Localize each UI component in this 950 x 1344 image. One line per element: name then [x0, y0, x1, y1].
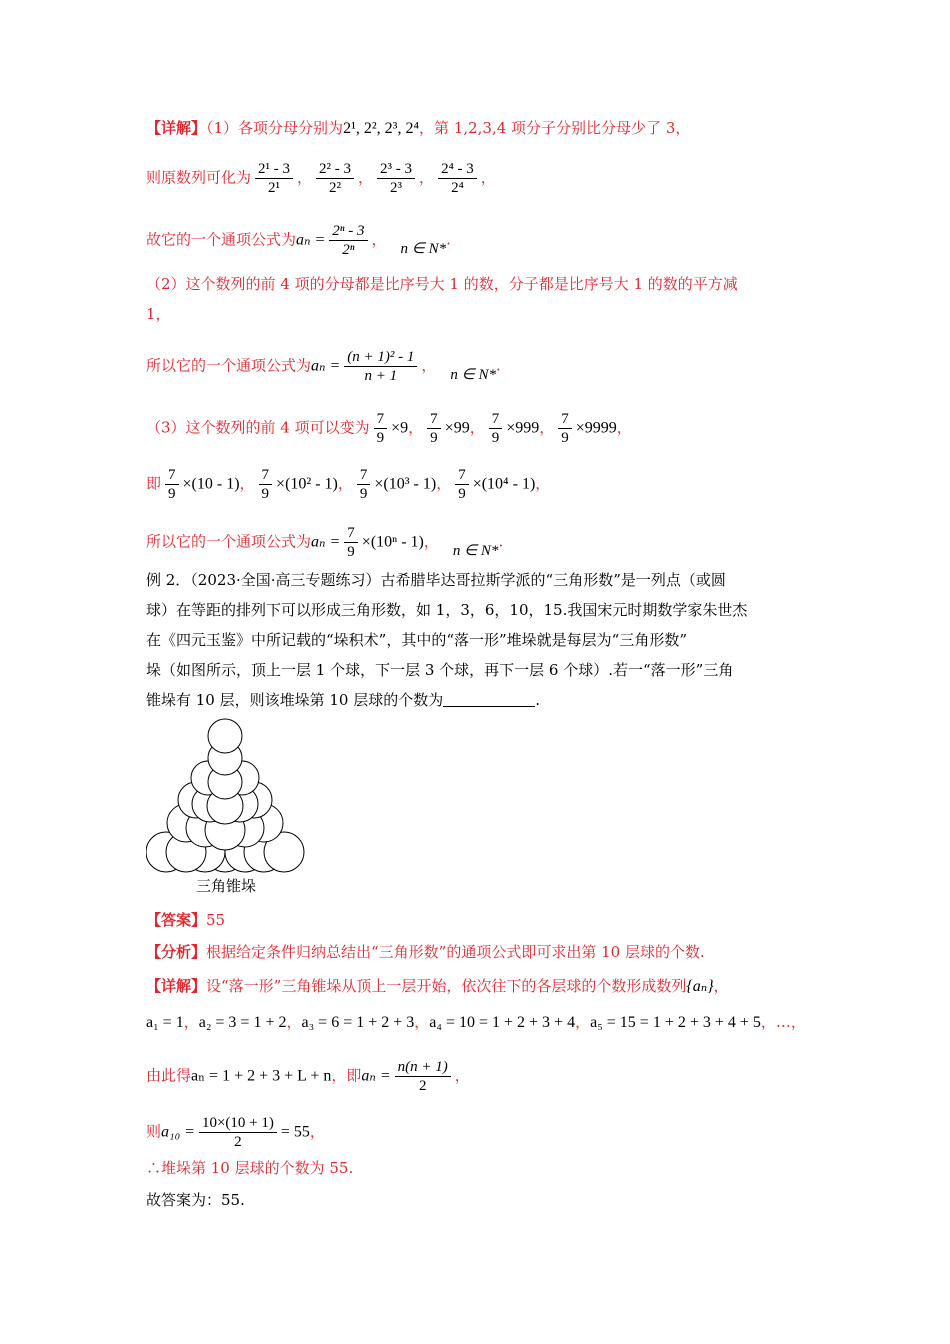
analysis-tag: 【分析】 [146, 943, 207, 961]
fraction-den: 2ⁿ [342, 242, 355, 258]
term-tail: ×9999 [575, 419, 617, 437]
term-tail: ×(10ⁿ - 1) [361, 533, 424, 551]
term-tail: ×(10⁴ - 1) [472, 475, 536, 493]
fraction [558, 410, 572, 447]
answer-value: 55 [206, 911, 226, 929]
separator: ， [337, 474, 353, 493]
answer-tag: 【答案】 [146, 911, 207, 929]
separator: ， [421, 356, 437, 375]
sol1-p1-a: （1）各项分母分别为 [206, 119, 344, 137]
sol1-p7-a: 即 [146, 474, 162, 493]
separator: ， [371, 230, 387, 249]
fraction-den: 9 [347, 544, 355, 560]
sol1-line5 [146, 304, 171, 324]
example2-line2: 球）在等距的排列下可以形成三角形数，如 1，3，6，10，15.我国宋元时期数学家朱世杰 [146, 601, 748, 619]
fraction [374, 410, 388, 447]
analysis-text: 根据给定条件归纳总结出“三角形数”的通项公式即可求出第 10 层球的个数. [206, 943, 705, 961]
sol2-p4-a: 则 [146, 1122, 162, 1141]
term-tail: ×999 [506, 419, 540, 437]
sol1-p5-a: 所以它的一个通项公式为 [146, 356, 312, 375]
analysis-line [146, 942, 705, 962]
fraction [259, 466, 273, 503]
answer-blank [443, 692, 535, 707]
separator: ， [469, 418, 485, 437]
ball-pyramid-figure [146, 718, 306, 873]
sequence-symbol: {aₙ} [686, 978, 714, 995]
separator: ， [539, 418, 555, 437]
separator: ， [297, 168, 313, 187]
sequence-term: a₂ = 3 = 1 + 2 [198, 1014, 287, 1031]
term-tail: ×(10² - 1) [276, 475, 338, 493]
figure-caption: 三角锥垛 [196, 877, 257, 895]
fraction-num: 7 [374, 410, 388, 429]
fraction-num: 7 [344, 524, 358, 543]
answer-line [146, 910, 225, 930]
sol1-line2 [146, 160, 496, 197]
example2-last-tail: . [535, 691, 541, 709]
formula-lhs: aₙ = [311, 357, 341, 375]
fraction [329, 222, 367, 259]
sol1-p4-b: 1， [146, 305, 171, 323]
separator: ， [436, 474, 452, 493]
separator: ，…， [760, 1013, 806, 1031]
domain-set: n ∈ N* [400, 240, 447, 257]
sol1-p1-math: 2¹, 2², 2³, 2⁴ [343, 120, 420, 137]
separator: ， [713, 977, 729, 995]
fraction [377, 160, 415, 197]
fraction-num: n(n + 1) [395, 1058, 451, 1077]
fraction-num: 7 [558, 410, 572, 429]
fraction-num: 7 [489, 410, 503, 429]
sol2-tag: 【详解】 [146, 977, 207, 995]
fraction-num: 10×(10 + 1) [199, 1114, 277, 1133]
term-tail: ×99 [444, 419, 470, 437]
fraction-num: 7 [259, 466, 273, 485]
separator: ， [419, 168, 435, 187]
fraction-den: 9 [491, 430, 500, 446]
fraction [357, 466, 371, 503]
fraction-den: 2 [234, 1134, 242, 1150]
fraction [438, 160, 477, 197]
fraction-num: 7 [455, 466, 469, 485]
sol1-line3: 故它的一个通项公式为aₙ = $\frac{\text{2ⁿ - 3}}{\text{2ⁿ}}$ ， n ∈ N*. [146, 223, 451, 258]
separator: ， [239, 474, 255, 493]
fraction-num: 2¹ - 3 [255, 160, 293, 179]
example2-line5 [146, 690, 540, 710]
separator: ， [408, 418, 424, 437]
sol1-p6-a: （3）这个数列的前 4 项可以变为 [146, 418, 370, 437]
sum-formula: aₙ = 1 + 2 + 3 + L + n [191, 1067, 332, 1085]
sol1-line9: 所以它的一个通项公式为aₙ = $\frac{7}{9}$ ×(10ⁿ - 1)， n ∈ N*. [146, 525, 504, 560]
formula-lhs: a₁₀ = [161, 1123, 195, 1141]
fraction-den: 9 [376, 430, 385, 446]
sol2-line5: ∴堆垛第 10 层球的个数为 55. [146, 1159, 354, 1177]
fraction-den: 9 [168, 486, 176, 502]
sequence-term: a₁ = 1 [146, 1014, 184, 1031]
separator: ， [423, 532, 439, 551]
fraction-num: 7 [165, 466, 179, 485]
sol2-p3-b: ，即 [331, 1066, 362, 1085]
fraction [344, 348, 417, 385]
term-tail: ×(10 - 1) [182, 475, 240, 493]
example2-last-text: 锥垛有 10 层，则该堆垛第 10 层球的个数为 [146, 691, 444, 709]
fraction [489, 410, 503, 447]
sol1-p3-a: 故它的一个通项公式为 [146, 230, 297, 249]
fraction [316, 160, 354, 197]
separator: ， [309, 1122, 325, 1141]
separator: ， [616, 418, 632, 437]
fraction-num: 7 [357, 466, 371, 485]
fraction-den: 9 [359, 486, 368, 502]
sol1-p1-b: ，第 1,2,3,4 项分子分别比分母少了 3， [419, 119, 691, 137]
fraction-den: 2³ [390, 180, 403, 196]
fraction-num: 7 [427, 410, 441, 429]
fraction-den: 9 [458, 486, 466, 502]
sol2-line4 [146, 1114, 325, 1151]
formula-lhs: aₙ = [296, 231, 326, 249]
fraction-num: (n + 1)² - 1 [344, 348, 417, 367]
fraction-num: 2ⁿ - 3 [329, 222, 367, 241]
sol2-p3-a: 由此得 [146, 1066, 192, 1085]
sol2-line6: 故答案为：55. [146, 1191, 245, 1209]
fraction-den: 2¹ [268, 180, 281, 196]
fraction [455, 466, 469, 503]
fraction-den: 2 [418, 1078, 427, 1094]
fraction [427, 410, 441, 447]
example2-line3: 在《四元玉鉴》中所记载的“垛积术”，其中的“落一形”堆垛就是每层为“三角形数” [146, 631, 688, 649]
sol2-line3 [146, 1058, 470, 1095]
formula-lhs: aₙ = [311, 533, 341, 551]
domain-set: n ∈ N* [452, 542, 499, 559]
fraction-den: 2² [329, 180, 342, 196]
sol1-p4-a: （2）这个数列的前 4 项的分母都是比序号大 1 的数，分子都是比序号大 1 的数的平方减 [146, 275, 738, 293]
sol1-line7 [146, 410, 632, 447]
sol1-line8 [146, 466, 550, 503]
fraction-den: n + 1 [364, 368, 398, 384]
example2-line4: 垛（如图所示，顶上一层 1 个球，下一层 3 个球，再下一层 6 个球）.若一“落一形”三角 [146, 661, 734, 679]
sol1-line6: 所以它的一个通项公式为aₙ = $\frac{\text{(n + 1)² - 1}}{n + 1}$ ， n ∈ N*. [146, 349, 501, 384]
fraction [165, 466, 179, 503]
separator: ， [454, 1066, 470, 1085]
formula-rhs: = 55 [280, 1123, 310, 1141]
fraction [199, 1114, 277, 1151]
ball [208, 719, 242, 753]
sol1-p2-a: 则原数列可化为 [146, 168, 252, 187]
separator: ， [358, 168, 374, 187]
fraction [395, 1058, 451, 1095]
sol2-line1 [146, 976, 729, 997]
domain-set: n ∈ N* [450, 366, 496, 383]
fraction [255, 160, 293, 197]
example2-line1: 例 2．（2023·全国·高三专题练习）古希腊毕达哥拉斯学派的“三角形数”是一列点（或圆 [146, 571, 726, 589]
fraction-den: 9 [430, 430, 438, 446]
fraction-num: 2⁴ - 3 [438, 160, 477, 179]
sol2-p1: 设“落一形”三角锥垛从顶上一层开始，依次往下的各层球的个数形成数列 [206, 977, 687, 995]
fraction-num: 2³ - 3 [377, 160, 415, 179]
separator: ， [535, 474, 551, 493]
sol1-line1 [146, 118, 690, 139]
sequence-term: a₄ = 10 = 1 + 2 + 3 + 4 [429, 1014, 576, 1031]
fraction-den: 9 [561, 430, 569, 446]
sequence-term: a₃ = 6 = 1 + 2 + 3 [301, 1014, 415, 1031]
separator: ， [480, 168, 496, 187]
sol1-p8-a: 所以它的一个通项公式为 [146, 532, 312, 551]
term-tail: ×(10³ - 1) [374, 475, 437, 493]
sol2-line2: a₁ = 1，a₂ = 3 = 1 + 2，a₃ = 6 = 1 + 2 + 3，a₄ = 10 = 1 + 2 + 3 + 4，a₅ = 15 = 1 + 2 + 3 + 4 + 5，…， [146, 1013, 806, 1031]
sol1-line4 [146, 274, 738, 294]
sequence-term: a₅ = 15 = 1 + 2 + 3 + 4 + 5 [590, 1014, 761, 1031]
fraction [344, 524, 358, 561]
sol1-tag: 【详解】 [146, 119, 207, 137]
fraction-num: 2² - 3 [316, 160, 354, 179]
fraction-den: 2⁴ [451, 180, 464, 196]
term-tail: ×9 [391, 419, 409, 437]
formula-lhs: aₙ = [361, 1067, 391, 1085]
fraction-den: 9 [261, 486, 270, 502]
